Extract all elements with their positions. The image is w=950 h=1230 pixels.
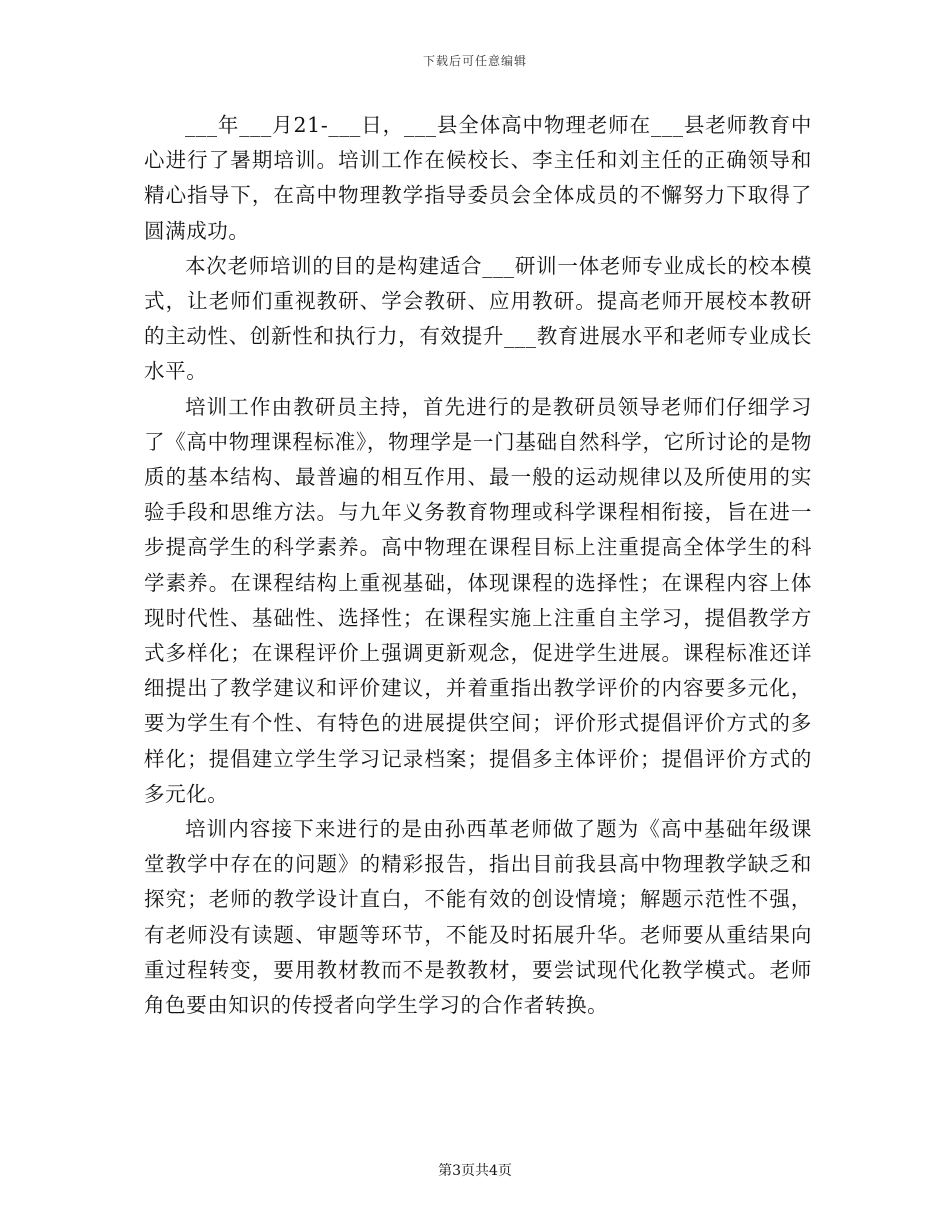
paragraph-1: ___年___月21-___日，___县全体高中物理老师在___县老师教育中心进行了暑期培训。培训工作在候校长、李主任和刘主任的正确领导和精心指导下，在高中物理教学指导委员会全体成员的不懈努力下取得了圆满成功。 [144,113,812,243]
paragraph-4: 培训内容接下来进行的是由孙西革老师做了题为《高中基础年级课堂教学中存在的问题》的精彩报告，指出目前我县高中物理教学缺乏和探究；老师的教学设计直白，不能有效的创设情境；解题示范性不强，有老师没有读题、审题等环节，不能及时拓展升华。老师要从重结果向重过程转变，要用教材教而不是教教材，要尝试现代化教学模式。老师角色要由知识的传授者向学生学习的合作者转换。 [144,817,812,1018]
document-body [144,108,812,1023]
page-header: 下载后可任意编辑 [422,54,527,68]
paragraph-3: 培训工作由教研员主持，首先进行的是教研员领导老师们仔细学习了《高中物理课程标准》，物理学是一门基础自然科学，它所讨论的是物质的基本结构、最普遍的相互作用、最一般的运动规律以及所使用的实验手段和思维方法。与九年义务教育物理或科学课程相衔接，旨在进一步提高学生的科学素养。高中物理在课程目标上注重提高全体学生的科学素养。在课程结构上重视基础，体现课程的选择性；在课程内容上体现时代性、基础性、选择性；在课程实施上注重自主学习，提倡教学方式多样化；在课程评价上强调更新观念，促进学生进展。课程标准还详细提出了教学建议和评价建议，并着重指出教学评价的内容要多元化，要为学生有个性、有特色的进展提供空间；评价形式提倡评价方式的多样化；提倡建立学生学习记录档案；提倡多主体评价；提倡评价方式的多元化。 [144,394,812,806]
page-footer: 第3页共4页 [438,1163,512,1179]
paragraph-2: 本次老师培训的目的是构建适合___研训一体老师专业成长的校本模式，让老师们重视教研、学会教研、应用教研。提高老师开展校本教研的主动性、创新性和执行力，有效提升___教育进展水平和老师专业成长水平。 [144,253,812,384]
